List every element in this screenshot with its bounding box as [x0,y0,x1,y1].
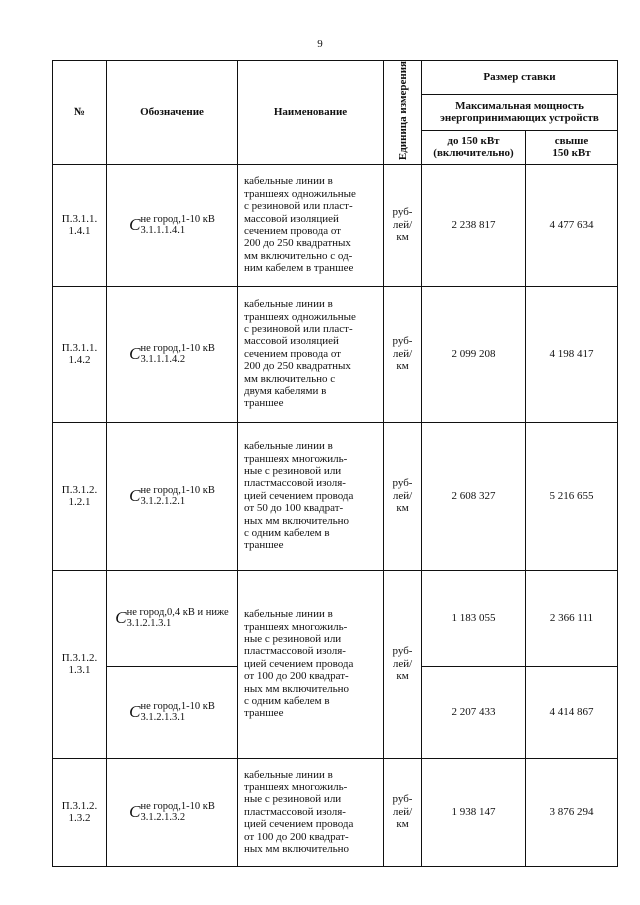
row-value-over-150: 4 198 417 [526,286,618,422]
header-unit [384,61,422,165]
row-number: П.3.1.1. 1.4.1 [53,164,107,286]
row-name: кабельные линии в траншеях многожиль- ные с резиновой или пластмассовой изоля- цией сечением провода от 100 до 200 квадрат- ных мм включительно [238,758,384,866]
header-name: Наименование [238,61,384,165]
symbol-letter: C [129,801,141,821]
row-designation [107,758,238,866]
row-value-over-150: 3 876 294 [526,758,618,866]
row-unit: руб- лей/ км [384,164,422,286]
row-unit: руб- лей/ км [384,758,422,866]
row-designation [107,570,238,666]
row-value-up-to-150: 2 099 208 [422,286,526,422]
header-rate: Размер ставки [422,61,618,95]
symbol-letter: C [129,343,141,363]
symbol-subscript: 3.1.2.1.3.2 [140,812,186,824]
row-value-over-150: 4 414 867 [526,666,618,758]
symbol-letter: C [129,701,141,721]
row-designation [107,422,238,570]
table-row [53,164,618,286]
header-designation: Обозначение [107,61,238,165]
table-row [53,758,618,866]
row-unit: руб- лей/ км [384,286,422,422]
symbol-superscript: не город,1-10 кВ [140,701,215,713]
header-no: № [53,61,107,165]
row-number: П.3.1.2. 1.2.1 [53,422,107,570]
row-designation [107,666,238,758]
row-number: П.3.1.1. 1.4.2 [53,286,107,422]
symbol-superscript: не город,0,4 кВ и ниже [126,607,229,619]
table-row [53,286,618,422]
table-row [53,570,618,666]
page-number: 9 [317,38,323,50]
row-number: П.3.1.2. 1.3.1 [53,570,107,758]
row-value-up-to-150: 2 238 817 [422,164,526,286]
header-up-to-150: до 150 кВт (включительно) [422,130,526,164]
tariff-table [52,60,618,867]
row-value-up-to-150: 1 938 147 [422,758,526,866]
row-unit: руб- лей/ км [384,570,422,758]
row-value-up-to-150: 1 183 055 [422,570,526,666]
symbol-subscript: 3.1.1.1.4.1 [140,225,186,237]
header-unit-text: Единица измерения [396,61,409,161]
symbol-subscript: 3.1.2.1.2.1 [140,496,186,508]
row-name: кабельные линии в траншеях многожиль- ные с резиновой или пластмассовой изоля- цией сечением провода от 100 до 200 квадрат- ных мм включительно с одним кабелем в траншее [238,570,384,758]
symbol-subscript: 3.1.1.1.4.2 [140,354,186,366]
row-value-over-150: 5 216 655 [526,422,618,570]
symbol-letter: C [129,214,141,234]
table-row [53,422,618,570]
row-unit: руб- лей/ км [384,422,422,570]
header-over-150: свыше 150 кВт [526,130,618,164]
row-designation [107,286,238,422]
symbol-superscript: не город,1-10 кВ [140,801,215,813]
symbol-superscript: не город,1-10 кВ [140,485,215,497]
header-max-power: Максимальная мощность энергопринимающих устройств [422,94,618,130]
row-designation [107,164,238,286]
row-name: кабельные линии в траншеях одножильные с резиновой или пласт- массовой изоляцией сечением провода от 200 до 250 квадратных мм включительно с од- ним кабелем в траншее [238,164,384,286]
symbol-letter: C [115,607,127,627]
symbol-superscript: не город,1-10 кВ [140,343,215,355]
symbol-subscript: 3.1.2.1.3.1 [126,618,172,630]
symbol-subscript: 3.1.2.1.3.1 [140,712,186,724]
row-value-up-to-150: 2 608 327 [422,422,526,570]
symbol-letter: C [129,485,141,505]
symbol-superscript: не город,1-10 кВ [140,214,215,226]
row-number: П.3.1.2. 1.3.2 [53,758,107,866]
row-value-over-150: 4 477 634 [526,164,618,286]
row-name: кабельные линии в траншеях многожиль- ные с резиновой или пластмассовой изоля- цией сечением провода от 50 до 100 квадрат- ных мм включительно с одним кабелем в траншее [238,422,384,570]
row-value-up-to-150: 2 207 433 [422,666,526,758]
row-value-over-150: 2 366 111 [526,570,618,666]
row-name: кабельные линии в траншеях одножильные с резиновой или пласт- массовой изоляцией сечением провода от 200 до 250 квадратных мм включительно с двумя кабелями в траншее [238,286,384,422]
